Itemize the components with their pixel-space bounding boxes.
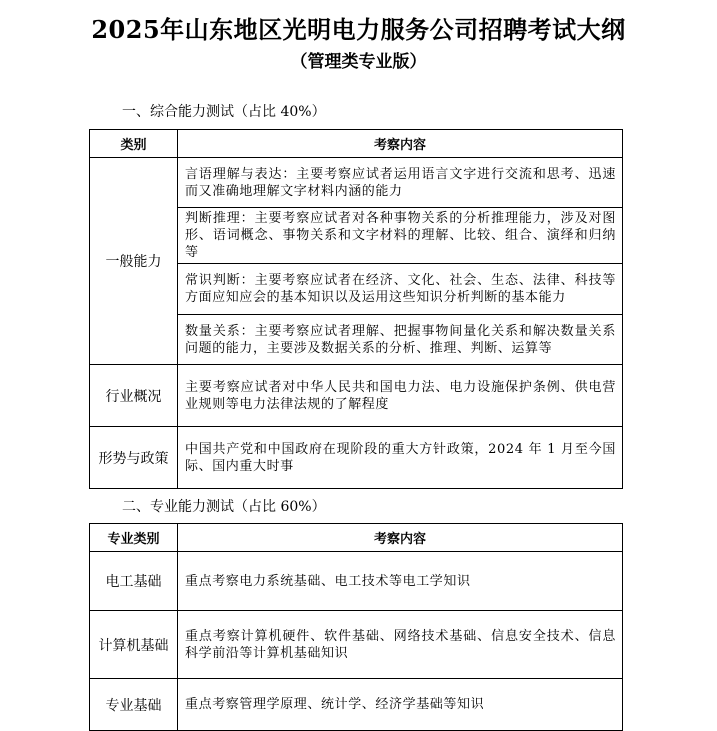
general-ability-table xyxy=(89,129,623,489)
table-header-row xyxy=(90,130,623,158)
table-row xyxy=(90,679,623,731)
table-row xyxy=(90,427,623,489)
table-row xyxy=(90,158,623,208)
category-cell: 电工基础 xyxy=(90,552,178,611)
section2-heading: 二、专业能力测试（占比 60%） xyxy=(122,499,326,515)
table-row xyxy=(90,552,623,611)
category-cell: 专业基础 xyxy=(90,679,178,731)
column-header-category: 专业类别 xyxy=(90,524,178,552)
content-cell: 主要考察应试者对中华人民共和国电力法、电力设施保护条例、供电营业规则等电力法律法规的了解程度 xyxy=(178,365,623,427)
category-cell: 形势与政策 xyxy=(90,427,178,489)
document-title: 2025年山东地区光明电力服务公司招聘考试大纲 xyxy=(91,15,626,44)
column-header-content: 考察内容 xyxy=(178,130,623,158)
section1-heading: 一、综合能力测试（占比 40%） xyxy=(122,104,326,120)
category-cell: 计算机基础 xyxy=(90,611,178,679)
table-header-row xyxy=(90,524,623,552)
content-cell: 中国共产党和中国政府在现阶段的重大方针政策，2024 年 1 月至今国际、国内重大时事 xyxy=(178,427,623,489)
column-header-content: 考察内容 xyxy=(178,524,623,552)
content-cell: 重点考察计算机硬件、软件基础、网络技术基础、信息安全技术、信息科学前沿等计算机基础知识 xyxy=(178,611,623,679)
table-row xyxy=(90,365,623,427)
professional-ability-table xyxy=(89,523,623,731)
content-cell: 重点考察电力系统基础、电工技术等电工学知识 xyxy=(178,552,623,611)
category-cell: 行业概况 xyxy=(90,365,178,427)
table-row xyxy=(90,611,623,679)
content-cell: 判断推理：主要考察应试者对各种事物关系的分析推理能力，涉及对图形、语词概念、事物关系和文字材料的理解、比较、组合、演绎和归纳等 xyxy=(178,208,623,264)
column-header-category: 类别 xyxy=(90,130,178,158)
content-cell: 常识判断：主要考察应试者在经济、文化、社会、生态、法律、科技等方面应知应会的基本知识以及运用这些知识分析判断的基本能力 xyxy=(178,264,623,315)
content-cell: 数量关系：主要考察应试者理解、把握事物间量化关系和解决数量关系问题的能力，主要涉及数据关系的分析、推理、判断、运算等 xyxy=(178,315,623,365)
content-cell: 重点考察管理学原理、统计学、经济学基础等知识 xyxy=(178,679,623,731)
content-cell: 言语理解与表达：主要考察应试者运用语言文字进行交流和思考、迅速而又准确地理解文字材料内涵的能力 xyxy=(178,158,623,208)
category-cell: 一般能力 xyxy=(90,158,178,365)
document-subtitle: （管理类专业版） xyxy=(290,52,427,72)
